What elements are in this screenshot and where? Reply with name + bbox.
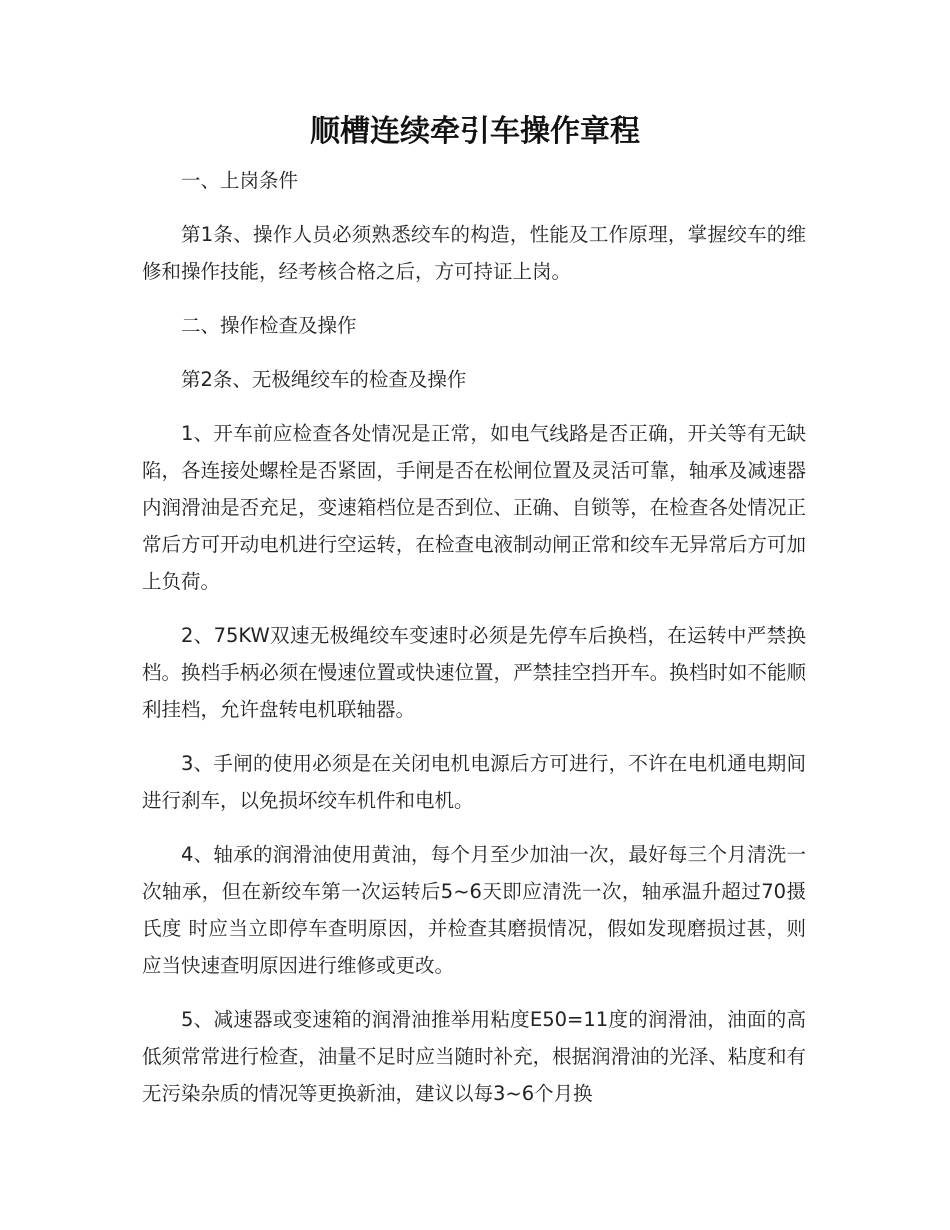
paragraph-item-4: 4、轴承的润滑油使用黄油，每个月至少加油一次，最好每三个月清洗一次轴承，但在新绞车第一次运转后5~6天即应清洗一次，轴承温升超过70摄氏度 时应当立即停车查明原因，并检查其磨损情况，假如发现磨损过甚，则应当快速查明原因进行维修或更改。 bbox=[142, 843, 806, 977]
paragraph-item-1: 1、开车前应检查各处情况是正常，如电气线路是否正确，开关等有无缺陷，各连接处螺栓是否紧固，手闸是否在松闸位置及灵活可靠，轴承及减速器内润滑油是否充足，变速箱档位是否到位、正确、自锁等，在检查各处情况正常后方可开动电机进行空运转，在检查电液制动闸正常和绞车无异常后方可加上负荷。 bbox=[142, 422, 806, 593]
article-2-heading: 第2条、无极绳绞车的检查及操作 bbox=[181, 368, 467, 391]
paragraph-item-2: 2、75KW双速无极绳绞车变速时必须是先停车后换档，在运转中严禁换档。换档手柄必须在慢速位置或快速位置，严禁挂空挡开车。换档时如不能顺利挂档，允许盘转电机联轴器。 bbox=[142, 624, 806, 721]
paragraph-item-5: 5、减速器或变速箱的润滑油推举用粘度E50=11度的润滑油，油面的高低须常常进行检查，油量不足时应当随时补充，根据润滑油的光泽、粘度和有无污染杂质的情况等更换新油，建议以每3~6个月换 bbox=[142, 1008, 806, 1105]
section-heading-2: 二、操作检查及操作 bbox=[181, 314, 357, 337]
paragraph-item-3: 3、手闸的使用必须是在关闭电机电源后方可进行，不许在电机通电期间进行刹车，以免损坏绞车机件和电机。 bbox=[142, 752, 806, 812]
document-title: 顺槽连续牵引车操作章程 bbox=[310, 114, 640, 149]
paragraph-article-1: 第1条、操作人员必须熟悉绞车的构造，性能及工作原理，掌握绞车的维修和操作技能，经考核合格之后，方可持证上岗。 bbox=[142, 223, 806, 283]
document-body bbox=[142, 162, 806, 1129]
section-heading-1: 一、上岗条件 bbox=[181, 169, 299, 192]
